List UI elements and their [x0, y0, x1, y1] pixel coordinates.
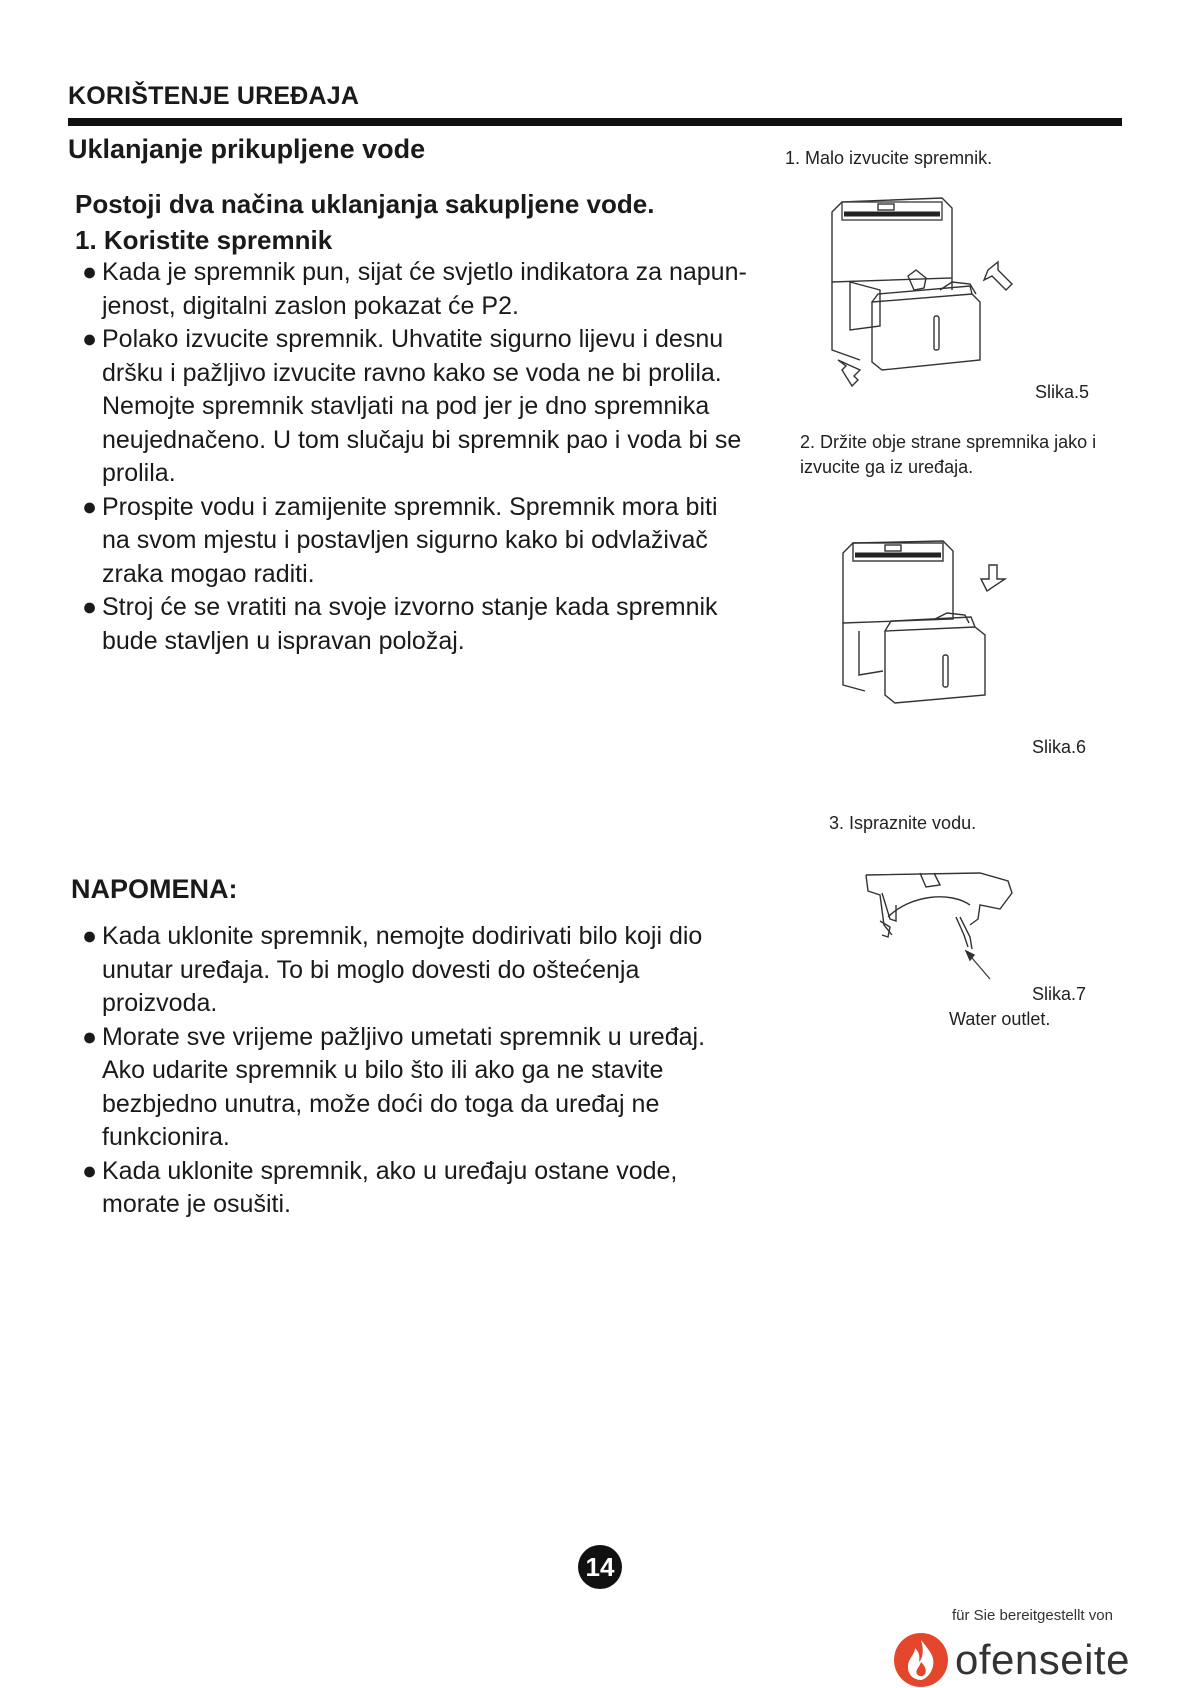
- dehumidifier-figure6-illustration: [835, 535, 1025, 725]
- bullet-icon: ●: [82, 1022, 98, 1051]
- bullet-icon: ●: [82, 593, 98, 621]
- intro-text: Postoji dva načina uklanjanja sakupljene vode.: [75, 189, 655, 219]
- water-tank-figure7-illustration: [860, 865, 1020, 985]
- list-item: [76, 256, 751, 323]
- method-title: 1. Koristite spremnik: [75, 225, 333, 255]
- page-subtitle: Uklanjanje prikupljene vode: [68, 134, 426, 164]
- brand-logo: [893, 1632, 1130, 1688]
- flame-logo-icon: [893, 1632, 949, 1688]
- list-item: [76, 1021, 751, 1155]
- step1-caption: 1. Malo izvucite spremnik.: [785, 148, 993, 168]
- list-item-text: Kada uklonite spremnik, ako u uređaju ostane vode, morate je osušiti.: [102, 1156, 678, 1218]
- step3-caption: 3. Ispraznite vodu.: [829, 813, 977, 833]
- bullet-icon: ●: [82, 325, 98, 353]
- header-rule: [68, 118, 1122, 126]
- list-item-text: Prospite vodu i zamijenite spremnik. Spremnik mora biti na svom mjestu i postavljen sigurno kako bi odvlaživač zraka mogao raditi.: [102, 492, 718, 588]
- section-title: KORIŠTENJE UREĐAJA: [68, 82, 360, 110]
- list-item-text: Stroj će se vratiti na svoje izvorno stanje kada spremnik bude stavljen u ispravan položaj.: [102, 593, 718, 655]
- brand-tagline: für Sie bereitgestellt von: [952, 1607, 1113, 1624]
- note-title: NAPOMENA:: [71, 874, 238, 904]
- bullet-icon: ●: [82, 1156, 98, 1185]
- page-number: 14: [578, 1545, 622, 1589]
- list-item-text: Kada je spremnik pun, sijat će svjetlo indikatora za napun-jenost, digitalni zaslon pokazat će P2.: [102, 258, 747, 320]
- list-item-text: Polako izvucite spremnik. Uhvatite sigurno lijevu i desnu dršku i pažljivo izvucite ravno kako se voda ne bi prolila. Nemojte spremnik stavljati na pod jer je dno spremnika neujednačeno. U tom slučaju bi spremnik pao i voda bi se prolila.: [102, 325, 742, 487]
- bullet-icon: ●: [82, 922, 98, 950]
- figure7-label: Slika.7: [1032, 984, 1087, 1004]
- dehumidifier-figure5-illustration: [820, 190, 1020, 400]
- list-item: [76, 920, 751, 1021]
- list-item-text: Morate sve vrijeme pažljivo umetati spremnik u uređaj. Ako udarite spremnik u bilo što ili ako ga ne stavite bezbjedno unutra, može doći do toga da uređaj ne funkcionira.: [102, 1022, 706, 1151]
- list-item: [76, 591, 751, 658]
- list-item-text: Kada uklonite spremnik, nemojte dodirivati bilo koji dio unutar uređaja. To bi moglo dovesti do oštećenja proizvoda.: [102, 922, 703, 1017]
- brand-name: ofenseite: [955, 1636, 1130, 1683]
- list-item: [76, 323, 751, 491]
- bullet-icon: ●: [82, 258, 98, 286]
- note-list: [76, 920, 751, 1222]
- instructions-list: [76, 256, 751, 658]
- bullet-icon: ●: [82, 492, 98, 521]
- water-outlet-label: Water outlet.: [949, 1009, 1051, 1029]
- list-item: [76, 1155, 751, 1222]
- figure5-label: Slika.5: [1035, 382, 1090, 402]
- step2-caption-line1: 2. Držite obje strane spremnika jako i: [800, 432, 1097, 452]
- step2-caption-line2: izvucite ga iz uređaja.: [800, 457, 974, 477]
- figure6-label: Slika.6: [1032, 737, 1087, 757]
- list-item: [76, 491, 751, 592]
